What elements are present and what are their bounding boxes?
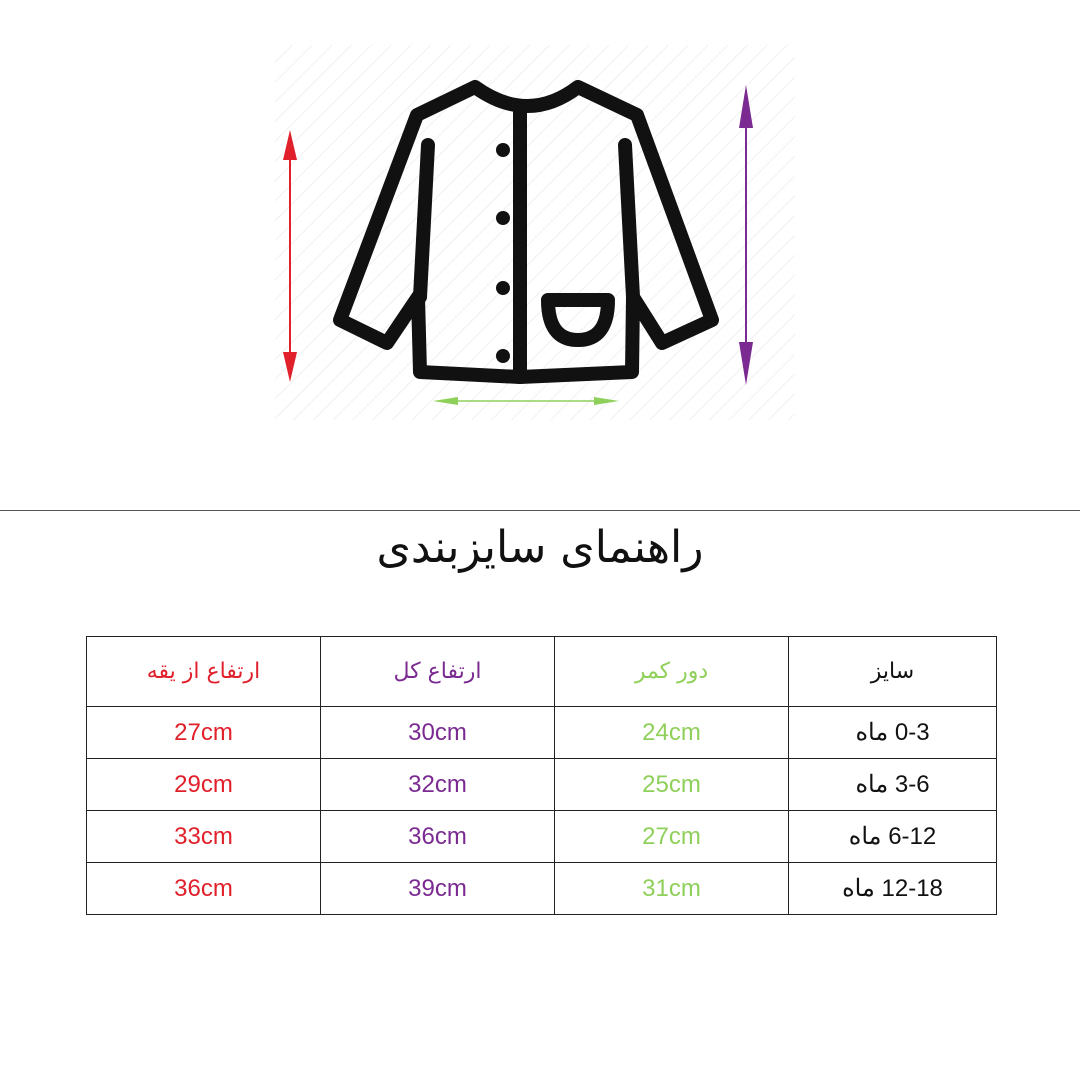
size-illustration: [0, 0, 1080, 460]
neck-height-value: 29cm: [87, 759, 321, 811]
total-height-value: 32cm: [321, 759, 555, 811]
header-size: سایز: [789, 637, 997, 707]
waist-value: 27cm: [555, 811, 789, 863]
neck-height-value: 27cm: [87, 707, 321, 759]
button-dot: [496, 281, 510, 295]
total-height-value: 36cm: [321, 811, 555, 863]
size-value: 0-3 ماه: [789, 707, 997, 759]
header-waist: دور کمر: [555, 637, 789, 707]
header-neck-height: ارتفاع از یقه: [87, 637, 321, 707]
button-dot: [496, 349, 510, 363]
size-table: [86, 636, 997, 915]
size-value: 6-12 ماه: [789, 811, 997, 863]
waist-value: 25cm: [555, 759, 789, 811]
button-dot: [496, 211, 510, 225]
table-row: [87, 863, 997, 915]
neck-height-value: 36cm: [87, 863, 321, 915]
table-row: [87, 707, 997, 759]
size-value: 3-6 ماه: [789, 759, 997, 811]
table-row: [87, 811, 997, 863]
total-height-value: 30cm: [321, 707, 555, 759]
section-divider: [0, 510, 1080, 511]
table-header-row: [87, 637, 997, 707]
waist-value: 24cm: [555, 707, 789, 759]
header-total-height: ارتفاع کل: [321, 637, 555, 707]
waist-value: 31cm: [555, 863, 789, 915]
table-row: [87, 759, 997, 811]
size-value: 12-18 ماه: [789, 863, 997, 915]
button-dot: [496, 143, 510, 157]
total-height-value: 39cm: [321, 863, 555, 915]
neck-height-value: 33cm: [87, 811, 321, 863]
page-title: راهنمای سایزبندی: [376, 522, 704, 573]
